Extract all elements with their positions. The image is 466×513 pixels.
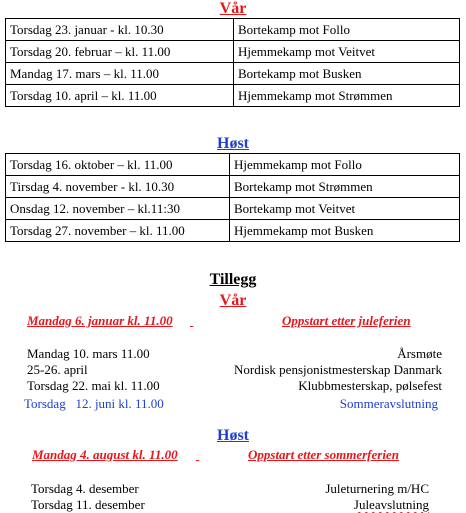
spring-item-date: Mandag 10. mars 11.00 — [27, 346, 150, 361]
event-cell: Hjemmekamp mot Strømmen — [234, 85, 460, 107]
extras-spring-heading: Vår — [219, 292, 247, 309]
autumn-start-date: Mandag 4. august kl. 11.00 — [32, 447, 178, 462]
date-cell: Torsdag 10. april – kl. 11.00 — [6, 85, 234, 107]
autumn-table — [5, 153, 460, 242]
autumn-item-event: Juleavslutning — [353, 497, 429, 512]
date-cell: Torsdag 23. januar - kl. 10.30 — [6, 19, 234, 41]
table-row — [6, 220, 460, 242]
spring-item-event: Sommeravslutning — [339, 396, 438, 411]
table-row — [6, 198, 460, 220]
event-cell: Bortekamp mot Busken — [234, 63, 460, 85]
autumn-item-event: Juleturnering m/HC — [325, 481, 429, 496]
table-row — [6, 41, 460, 63]
date-cell: Onsdag 12. november – kl.11:30 — [6, 198, 230, 220]
extras-autumn-heading: Høst — [217, 427, 249, 444]
date-cell: Torsdag 16. oktober – kl. 11.00 — [6, 154, 230, 176]
table-row — [6, 63, 460, 85]
event-cell: Hjemmekamp mot Busken — [230, 220, 460, 242]
autumn-item-date: Torsdag 11. desember — [31, 497, 145, 512]
table-row — [6, 19, 460, 41]
spring-start-date: Mandag 6. januar kl. 11.00 — [27, 313, 173, 328]
table-row — [6, 176, 460, 198]
autumn-start-event: Oppstart etter sommerferien — [248, 447, 399, 462]
event-cell: Bortekamp mot Follo — [234, 19, 460, 41]
event-cell: Hjemmekamp mot Veitvet — [234, 41, 460, 63]
date-cell: Tirsdag 4. november - kl. 10.30 — [6, 176, 230, 198]
spring-item-event: Årsmøte — [397, 346, 442, 361]
underline-spacer — [190, 313, 273, 329]
autumn-item-date: Torsdag 4. desember — [31, 481, 139, 496]
event-cell: Hjemmekamp mot Follo — [230, 154, 460, 176]
spring-item-date: Torsdag 12. juni kl. 11.00 — [24, 396, 164, 411]
date-cell: Torsdag 27. november – kl. 11.00 — [6, 220, 230, 242]
date-cell: Torsdag 20. februar – kl. 11.00 — [6, 41, 234, 63]
spring-heading: Vår — [219, 0, 247, 17]
spring-item-event: Nordisk pensjonistmesterskap Danmark — [234, 362, 442, 377]
autumn-heading: Høst — [217, 135, 249, 152]
event-cell: Bortekamp mot Veitvet — [230, 198, 460, 220]
event-cell: Bortekamp mot Strømmen — [230, 176, 460, 198]
table-row — [6, 154, 460, 176]
table-row — [6, 85, 460, 107]
date-cell: Mandag 17. mars – kl. 11.00 — [6, 63, 234, 85]
underline-spacer — [196, 447, 244, 463]
spring-item-date: 25-26. april — [27, 362, 88, 377]
spring-start-event: Oppstart etter juleferien — [282, 313, 411, 328]
extras-heading: Tillegg — [209, 271, 257, 288]
spring-item-date: Torsdag 22. mai kl. 11.00 — [27, 378, 160, 393]
spring-table — [5, 18, 460, 107]
spring-item-event: Klubbmesterskap, pølsefest — [298, 378, 442, 393]
